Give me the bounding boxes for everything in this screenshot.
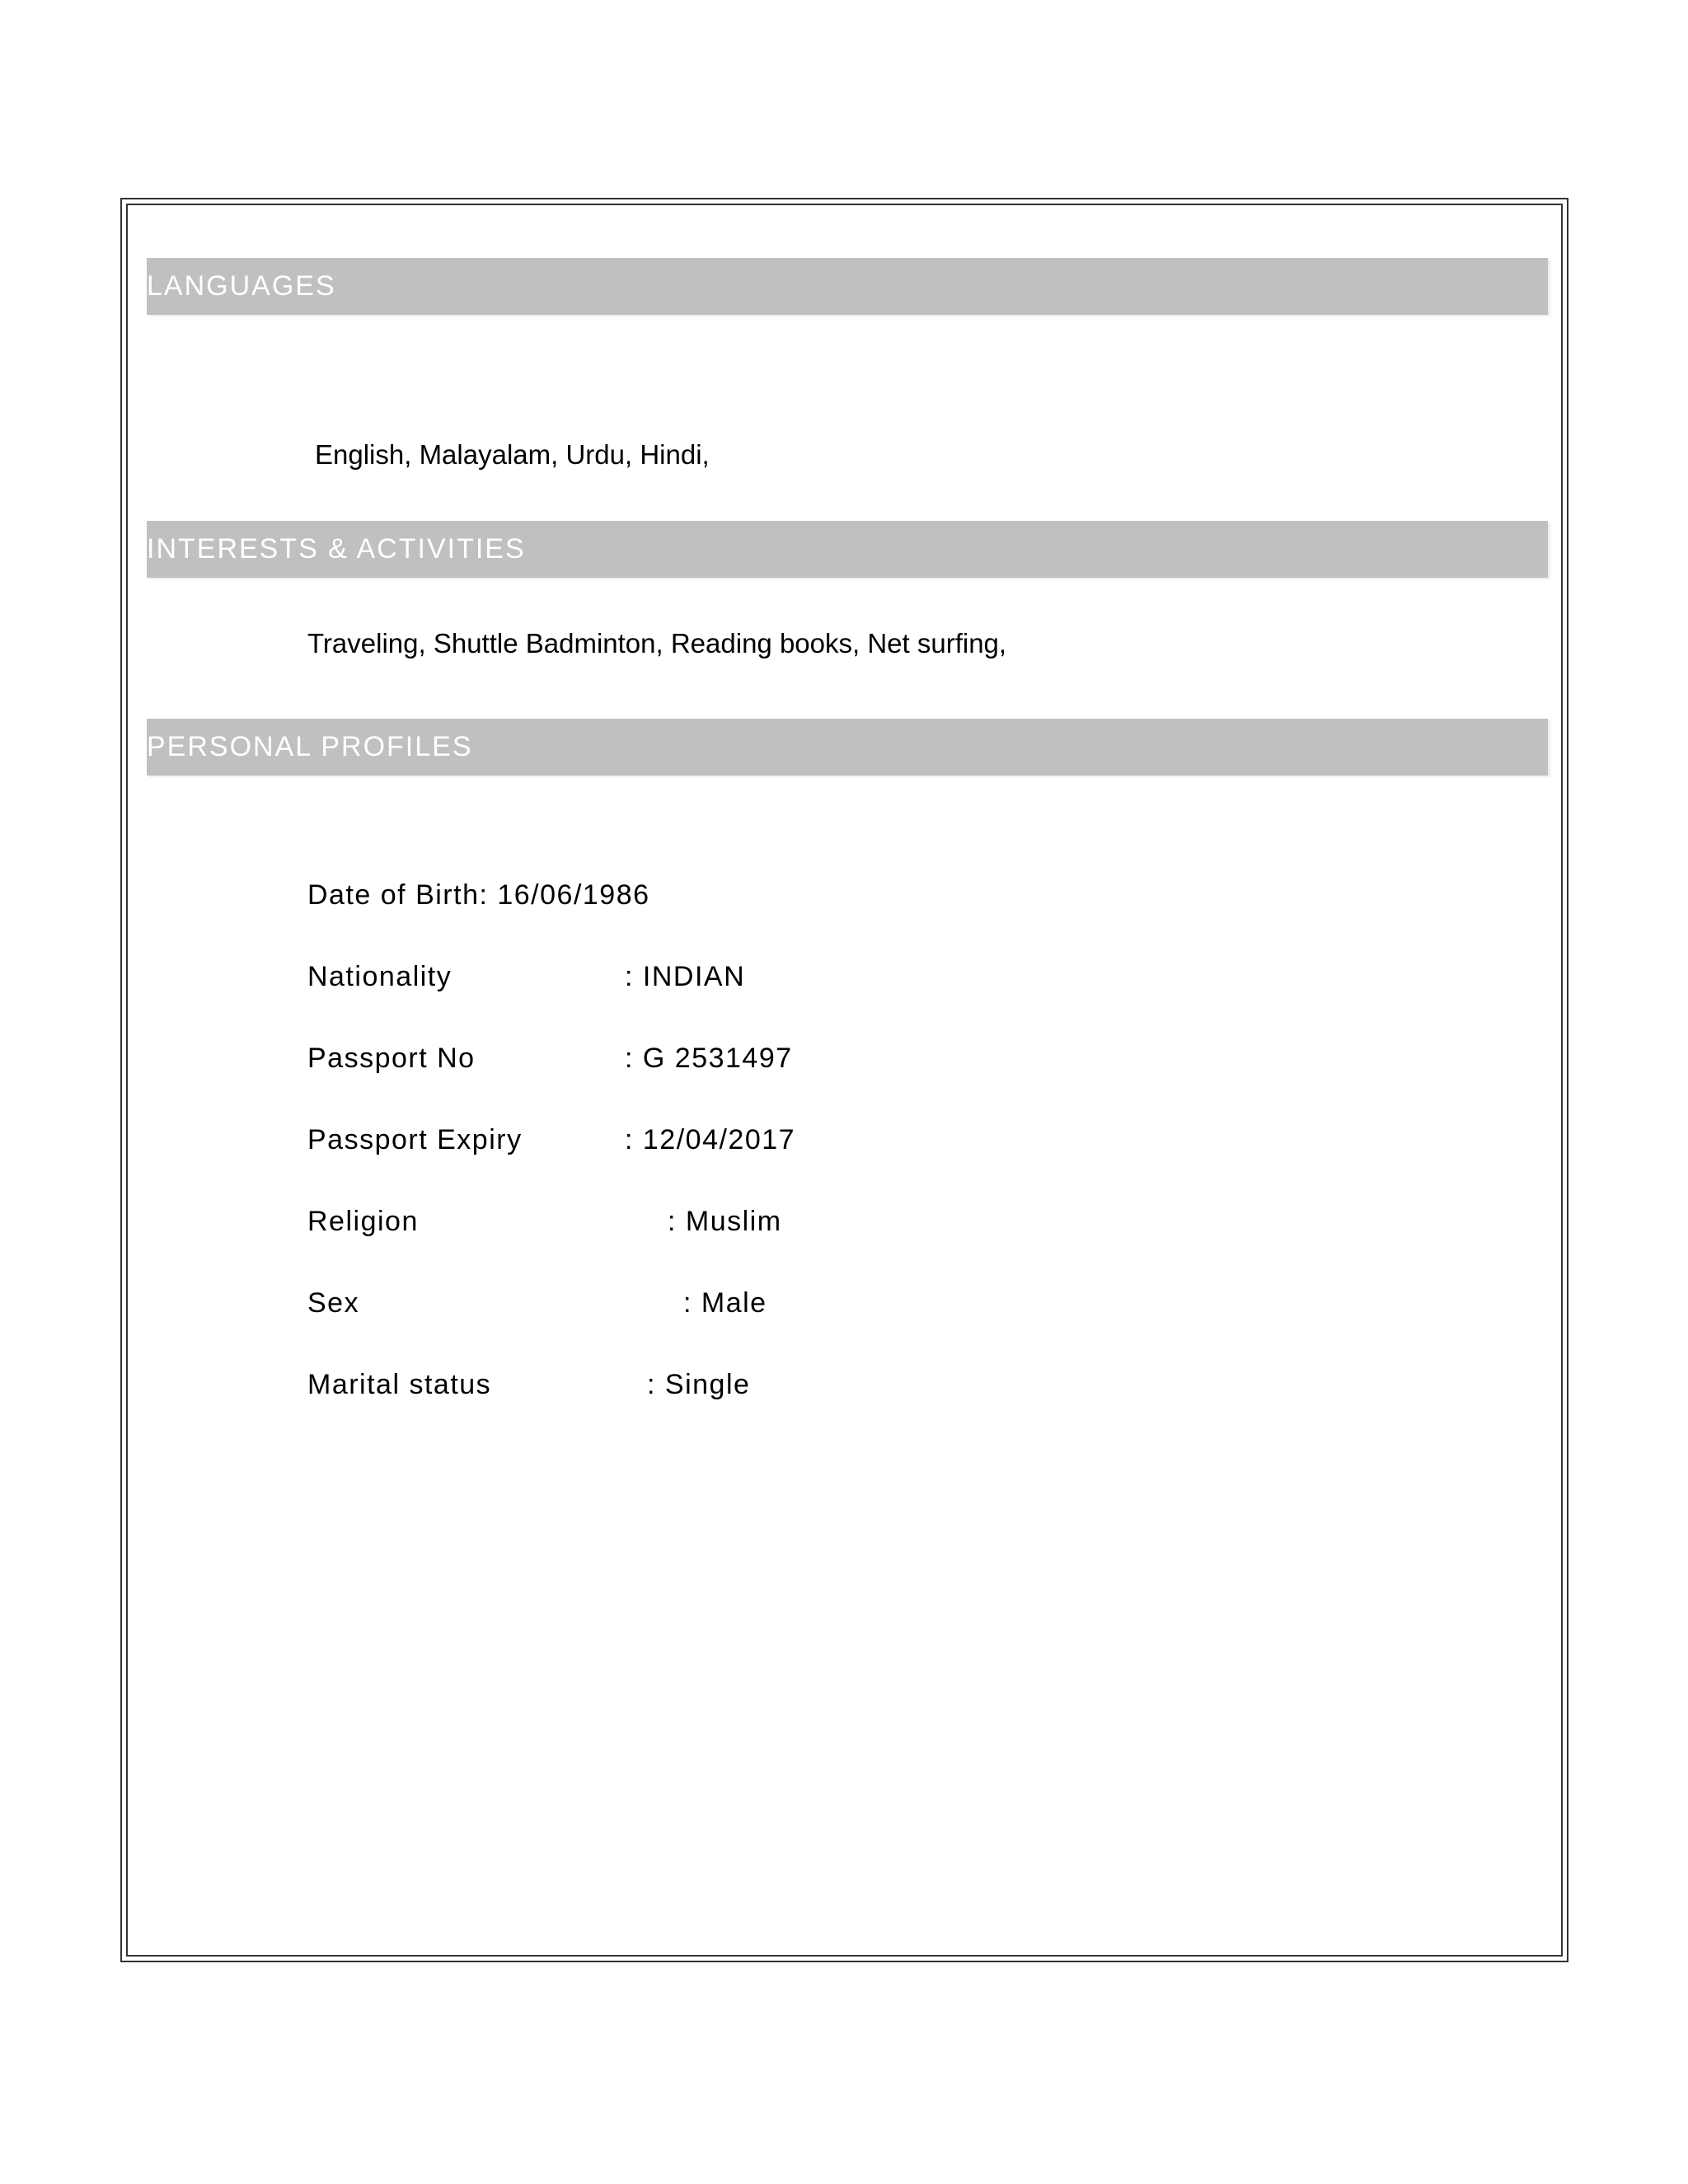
languages-title: LANGUAGES [147,270,336,302]
nationality-value: : INDIAN [625,961,746,992]
interests-header [147,521,1548,578]
languages-header [147,258,1548,315]
religion-value: : Muslim [668,1206,782,1237]
passport-expiry-value: : 12/04/2017 [625,1124,796,1155]
personal-header [147,719,1548,776]
passport-expiry-label: Passport Expiry [307,1124,523,1155]
interests-title: INTERESTS & ACTIVITIES [147,533,526,565]
personal-title: PERSONAL PROFILES [147,731,473,762]
sex-value: : Male [683,1287,767,1319]
marital-status-label: Marital status [307,1369,492,1400]
languages-list: English, Malayalam, Urdu, Hindi, [315,439,710,470]
passport-no-label: Passport No [307,1043,476,1074]
religion-label: Religion [307,1206,419,1237]
interests-list: Traveling, Shuttle Badminton, Reading books, Net surfing, [307,628,1007,658]
passport-no-value: : G 2531497 [625,1043,793,1074]
nationality-label: Nationality [307,961,452,992]
marital-status-value: : Single [647,1369,751,1400]
sex-label: Sex [307,1287,360,1319]
date-of-birth: Date of Birth: 16/06/1986 [307,879,650,911]
